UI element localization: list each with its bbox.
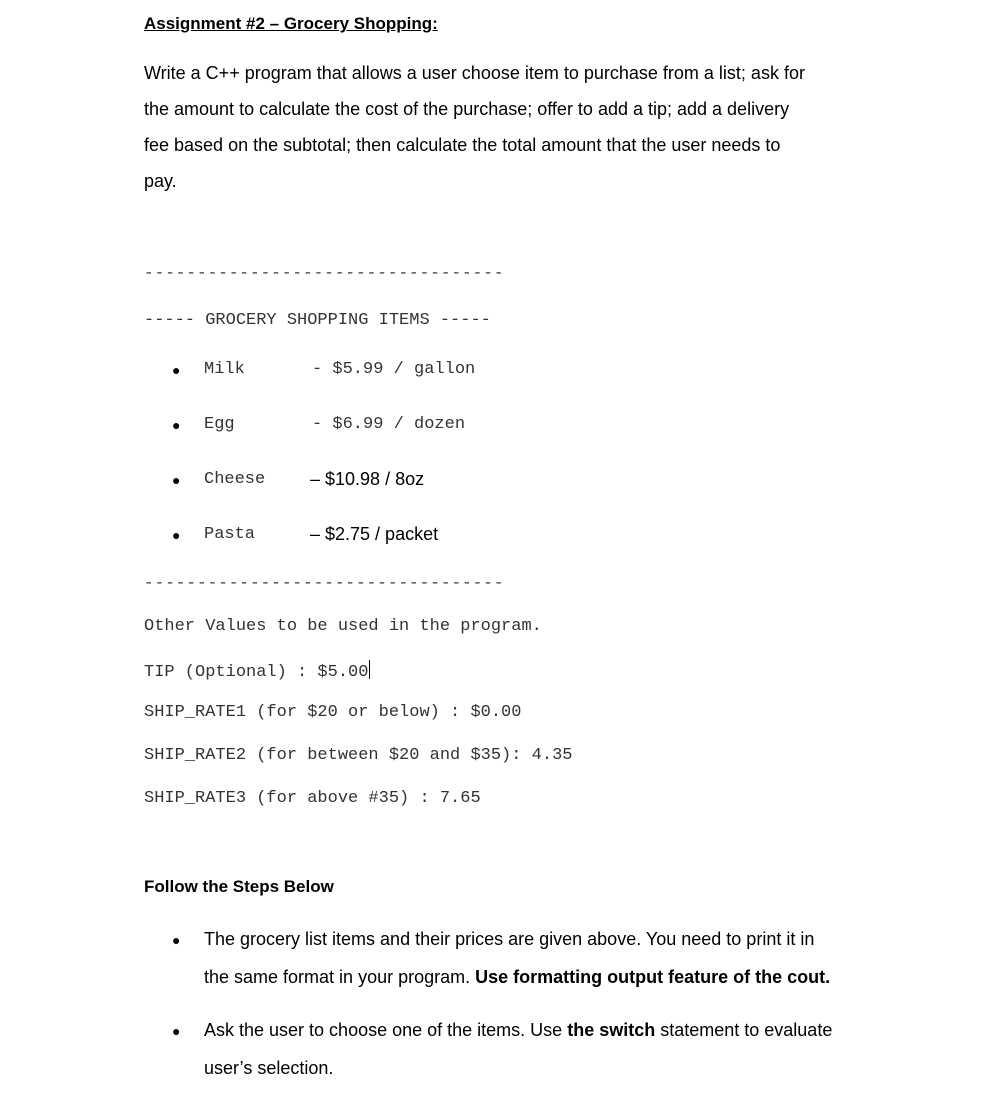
- step-2-line-2: user’s selection.: [204, 1058, 334, 1078]
- step-2-bold-text: the switch: [567, 1020, 656, 1040]
- item-name-pasta: Pasta: [204, 525, 256, 544]
- item-price-milk: - $5.99 / gallon: [312, 360, 476, 379]
- step-1-line-1: The grocery list items and their prices are given above. You need to print it in: [204, 929, 815, 949]
- intro-line-1: Write a C++ program that allows a user choose item to purchase from a list; ask for: [144, 63, 805, 83]
- step-2-line-1: [204, 1020, 832, 1041]
- tip-value: [144, 660, 370, 682]
- grocery-items-heading: ----- GROCERY SHOPPING ITEMS -----: [144, 311, 491, 330]
- item-name-milk: Milk: [204, 360, 245, 379]
- other-values-heading: Other Values to be used in the program.: [144, 617, 542, 636]
- bullet-icon: ●: [172, 932, 181, 948]
- item-name-egg: Egg: [204, 415, 235, 434]
- follow-steps-heading: Follow the Steps Below: [144, 877, 334, 896]
- bullet-icon: ●: [172, 527, 181, 543]
- item-price-cheese: – $10.98 / 8oz: [310, 469, 425, 489]
- ship-rate-1: SHIP_RATE1 (for $20 or below) : $0.00: [144, 703, 522, 722]
- tip-value-text: TIP (Optional) : $5.00: [144, 663, 369, 682]
- item-price-egg: - $6.99 / dozen: [312, 415, 466, 434]
- ship-rate-2: SHIP_RATE2 (for between $20 and $35): 4.35: [144, 746, 573, 765]
- bullet-icon: ●: [172, 472, 181, 488]
- step-2-plain-text: Ask the user to choose one of the items. Use: [204, 1020, 568, 1040]
- intro-line-4: pay.: [144, 171, 177, 191]
- step-1-plain-text: the same format in your program.: [204, 967, 476, 987]
- intro-line-3: fee based on the subtotal; then calculate the total amount that the user needs to: [144, 135, 781, 155]
- item-name-cheese: Cheese: [204, 470, 266, 489]
- item-price-pasta: – $2.75 / packet: [310, 524, 439, 544]
- step-1-line-2: [204, 967, 830, 988]
- dash-separator-top: ----------------------------------: [144, 264, 505, 282]
- text-cursor: [369, 660, 370, 679]
- step-1-bold-text: Use formatting output feature of the cout.: [475, 967, 831, 987]
- assignment-title: Assignment #2 – Grocery Shopping:: [144, 14, 438, 33]
- intro-line-2: the amount to calculate the cost of the purchase; offer to add a tip; add a delivery: [144, 99, 790, 119]
- bullet-icon: ●: [172, 1023, 181, 1039]
- dash-separator-bottom: ----------------------------------: [144, 574, 505, 592]
- step-2-rest-text: statement to evaluate: [655, 1020, 833, 1040]
- bullet-icon: ●: [172, 417, 181, 433]
- ship-rate-3: SHIP_RATE3 (for above #35) : 7.65: [144, 789, 481, 808]
- bullet-icon: ●: [172, 362, 181, 378]
